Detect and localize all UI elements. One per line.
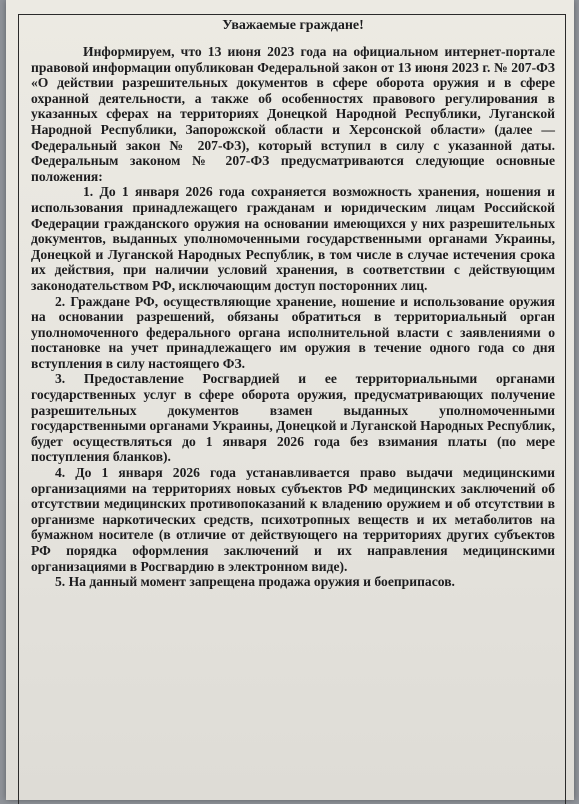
provision-4: 4. До 1 января 2026 года устанавливается право выдачи медицинскими организациями на территориях новых субъектов РФ медицинских заключений об отсутствии медицинских противопоказаний к владению оружием и об отсутствии в организме наркотических средств, психотропных веществ и их метаболитов на бумажном носителе (в отличие от действующего на территориях других субъектов РФ порядка оформления заключений и их направления медицинскими организациями в Росгвардию в электронном виде). — [31, 465, 555, 574]
notice-title: Уважаемые граждане! — [222, 18, 364, 33]
intro-paragraph: Информируем, что 13 июня 2023 года на официальном интернет-портале правовой информации опубликован Федеральной закон от 13 июня 2023 г. № 207-ФЗ «О действии разрешительных документов в сфере оборота оружия и в сфере охранной деятельности, а также об особенностях правового регулирования в указанных сферах на территориях Донецкой Народной Республики, Луганской Народной Республики, Запорожской области и Херсонской области» (далее — Федеральный закон № 207-ФЗ), который вступил в силу с указанной даты. Федеральным законом № 207-ФЗ предусматриваются следующие основные положения: — [31, 44, 555, 184]
paper-sheet — [6, 0, 574, 800]
notice-frame — [18, 14, 566, 804]
provision-1: 1. До 1 января 2026 года сохраняется возможность хранения, ношения и использования принадлежащего гражданам и юридическим лицам Российской Федерации гражданского оружия на основании имеющихся у них разрешительных документов, выданных уполномоченными государственными органами Украины, Донецкой и Луганской Народных Республик, в том числе в случае истечения срока их действия, при наличии условий хранения, в соответствии с действующим законодательством РФ, исключающим доступ посторонних лиц. — [31, 184, 555, 293]
provision-5: 5. На данный момент запрещена продажа оружия и боеприпасов. — [55, 574, 455, 590]
provision-2: 2. Граждане РФ, осуществляющие хранение, ношение и использование оружия на основании разрешений, обязаны обратиться в территориальный орган уполномоченного федерального органа исполнительной власти с заявлениями о постановке на учет принадлежащего им оружия в течение одного года со дня вступления в силу настоящего ФЗ. — [31, 293, 555, 371]
provision-3: 3. Предоставление Росгвардией и ее территориальными органами государственных услуг в сфере оборота оружия, предусматривающих получение разрешительных документов взамен выданных уполномоченными государственными органами Украины, Донецкой и Луганской Народных Республик, будет осуществляться до 1 января 2026 года без взимания платы (по мере поступления бланков). — [31, 371, 555, 465]
